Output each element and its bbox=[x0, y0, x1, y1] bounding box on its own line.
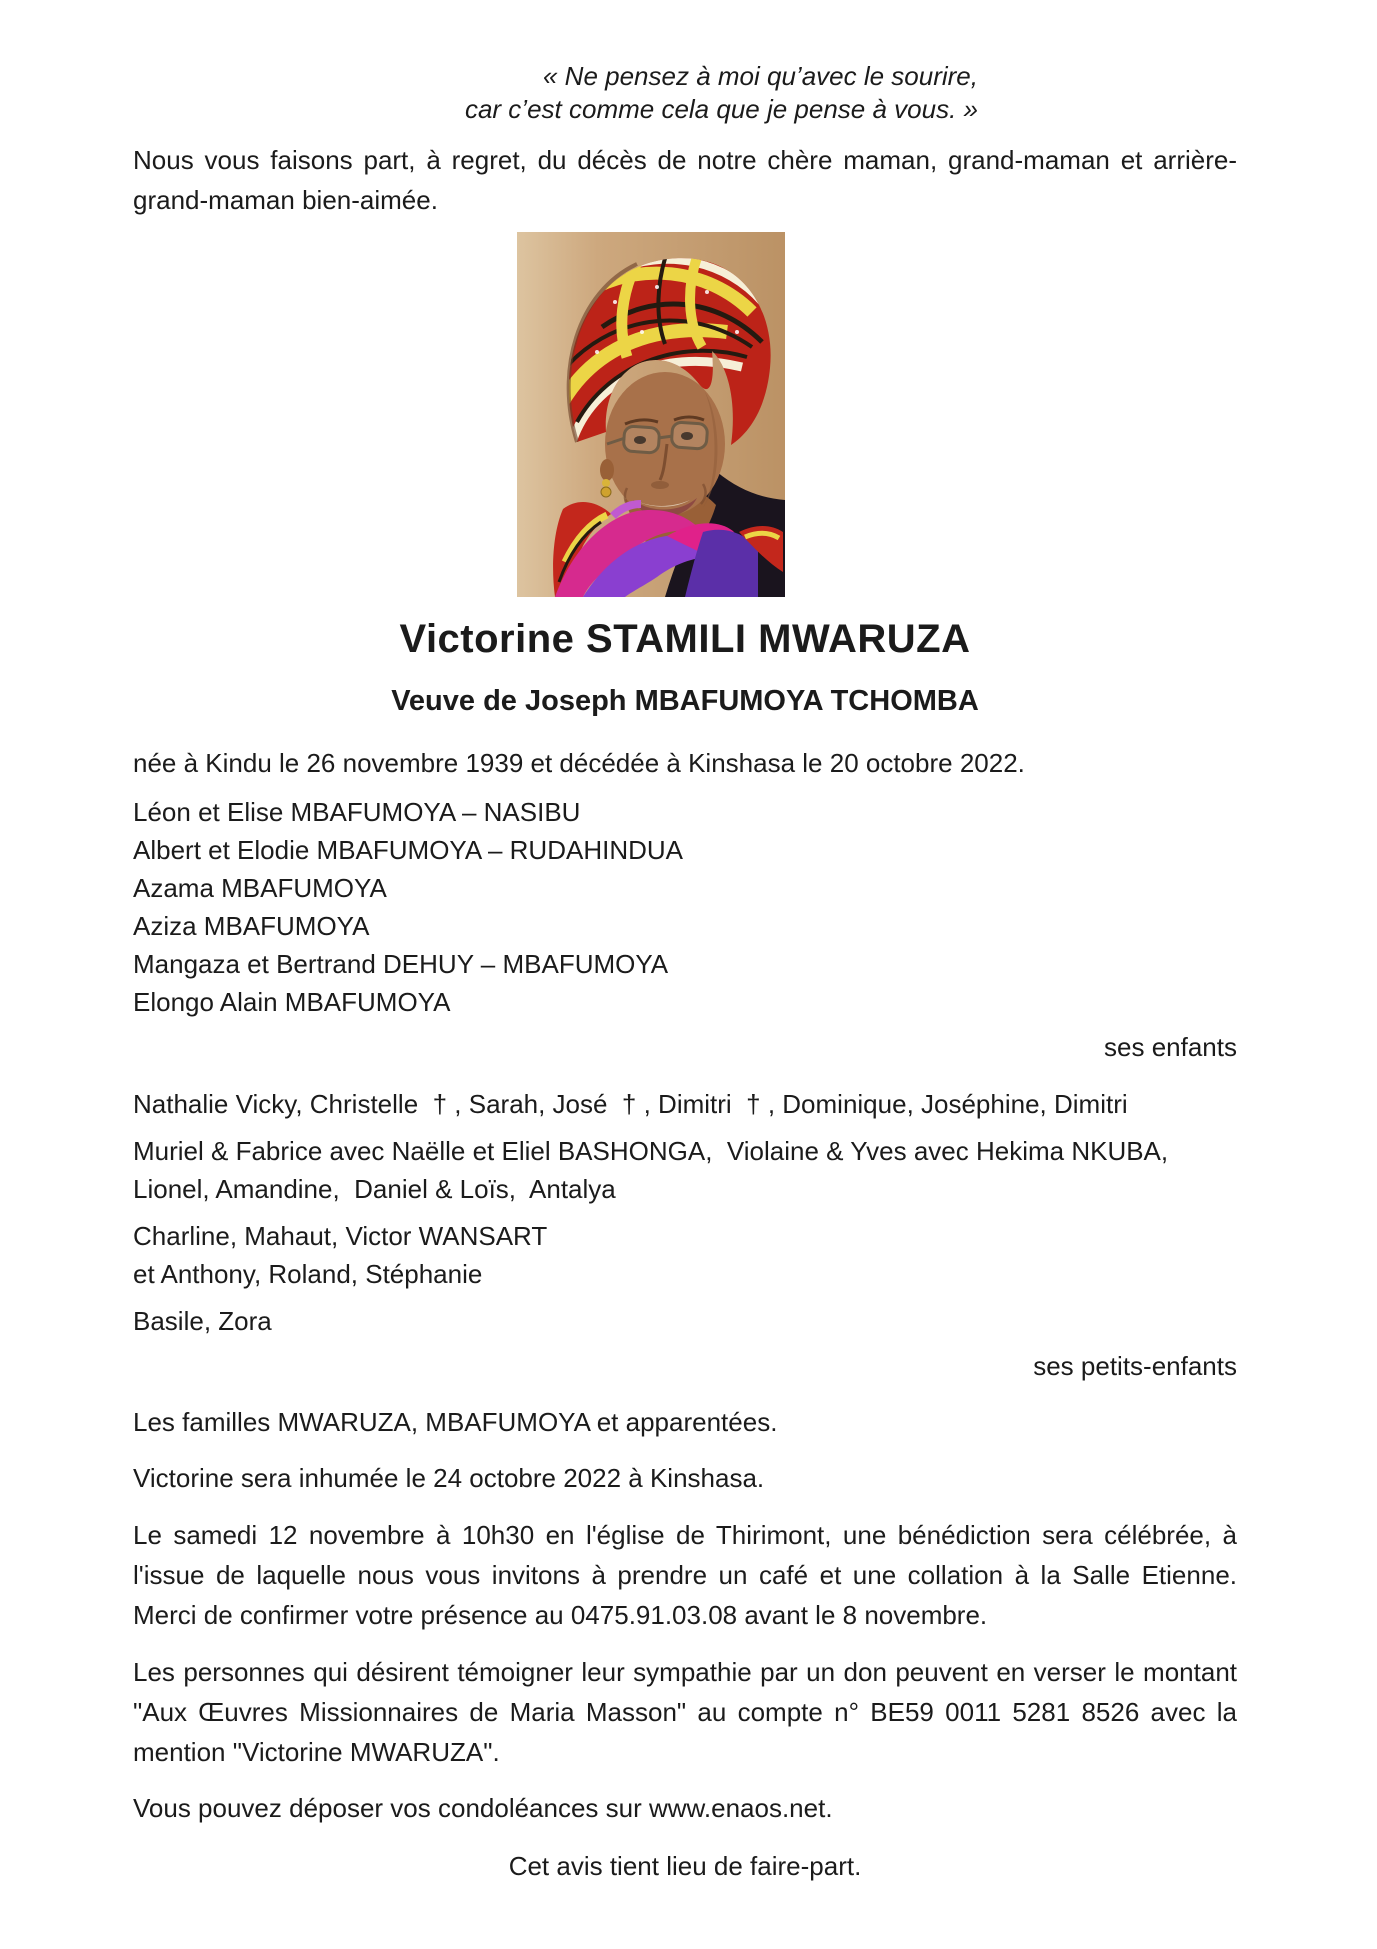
closing-line: Cet avis tient lieu de faire-part. bbox=[508, 1851, 862, 1881]
grandchild-line: Basile, Zora bbox=[133, 1306, 272, 1336]
families-line: Les familles MWARUZA, MBAFUMOYA et apparentées. bbox=[133, 1407, 778, 1437]
earring bbox=[601, 479, 611, 497]
child-line: Azama MBAFUMOYA bbox=[133, 873, 387, 903]
portrait-photo bbox=[517, 232, 785, 597]
deceased-name: Victorine STAMILI MWARUZA bbox=[399, 617, 971, 661]
children-list bbox=[133, 793, 1237, 1021]
announcement-intro: Nous vous faisons part, à regret, du décès de notre chère maman, grand-maman et arrière-grand-maman bien-aimée. bbox=[133, 145, 1237, 215]
child-line: Elongo Alain MBAFUMOYA bbox=[133, 987, 451, 1017]
donation-paragraph: Les personnes qui désirent témoigner leur sympathie par un don peuvent en verser le montant "Aux Œuvres Missionnaires de Maria Masson" au compte n° BE59 0011 5281 8526 avec la mention "Victorine MWARUZA". bbox=[133, 1657, 1237, 1767]
child-line: Albert et Elodie MBAFUMOYA – RUDAHINDUA bbox=[133, 835, 683, 865]
children-label: ses enfants bbox=[1104, 1032, 1237, 1062]
grandchild-line: Lionel, Amandine, Daniel & Loïs, Antalya bbox=[133, 1174, 616, 1204]
ceremony-paragraph: Le samedi 12 novembre à 10h30 en l'église de Thirimont, une bénédiction sera célébrée, à l'issue de laquelle nous vous invitons à prendre un café et une collation à la Salle Etienne. Merci de confirmer votre présence au 0475.91.03.08 avant le 8 novembre. bbox=[133, 1520, 1237, 1630]
portrait-photo-illustration bbox=[517, 232, 785, 597]
child-line: Aziza MBAFUMOYA bbox=[133, 911, 370, 941]
grandchild-line: Charline, Mahaut, Victor WANSART bbox=[133, 1221, 548, 1251]
memorial-quote-line-2: car c’est comme cela que je pense à vous. » bbox=[464, 94, 978, 124]
portrait-photo-container bbox=[133, 232, 1237, 597]
burial-line: Victorine sera inhumée le 24 octobre 2022 à Kinshasa. bbox=[133, 1463, 765, 1493]
child-line: Mangaza et Bertrand DEHUY – MBAFUMOYA bbox=[133, 949, 669, 979]
widow-subtitle: Veuve de Joseph MBAFUMOYA TCHOMBA bbox=[391, 685, 979, 717]
grandchild-line: et Anthony, Roland, Stéphanie bbox=[133, 1259, 483, 1289]
condolences-line: Vous pouvez déposer vos condoléances sur www.enaos.net. bbox=[133, 1793, 833, 1823]
life-dates-line: née à Kindu le 26 novembre 1939 et décédée à Kinshasa le 20 octobre 2022. bbox=[133, 748, 1025, 778]
memorial-quote bbox=[133, 60, 978, 126]
grandchild-line: Muriel & Fabrice avec Naëlle et Eliel BASHONGA, Violaine & Yves avec Hekima NKUBA, bbox=[133, 1136, 1169, 1166]
child-line: Léon et Elise MBAFUMOYA – NASIBU bbox=[133, 797, 581, 827]
grandchildren-label: ses petits-enfants bbox=[1033, 1351, 1237, 1381]
grandchildren-list bbox=[133, 1085, 1237, 1340]
grandchild-line: Nathalie Vicky, Christelle † , Sarah, José † , Dimitri † , Dominique, Joséphine, Dimitri bbox=[133, 1089, 1128, 1119]
memorial-quote-line-1: « Ne pensez à moi qu’avec le sourire, bbox=[542, 61, 978, 91]
